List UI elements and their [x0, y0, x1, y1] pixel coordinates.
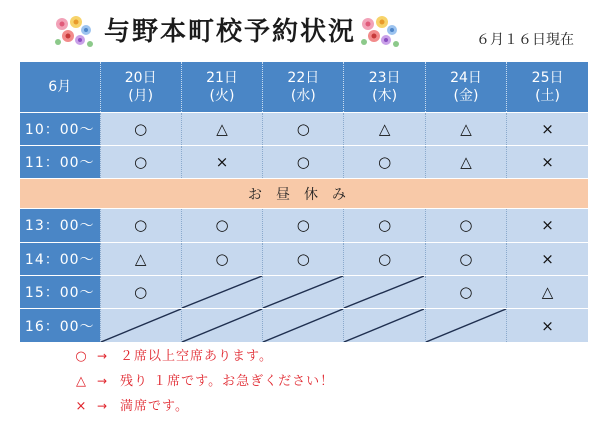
unavailable-cell: [100, 309, 181, 342]
legend-symbol: ○: [75, 349, 87, 364]
day-header: [507, 62, 588, 112]
legend-item: [74, 369, 394, 394]
availability-cell: ○: [344, 209, 425, 242]
reservation-table: [20, 62, 588, 342]
arrow-right-icon: →: [96, 399, 108, 413]
legend-item: [74, 344, 394, 369]
availability-cell: ○: [425, 209, 506, 242]
flower-bouquet-icon: [358, 14, 400, 50]
availability-cell: ○: [344, 145, 425, 178]
legend-text: ２席以上空席あります。: [120, 349, 273, 364]
time-slot-label: 13：00～: [20, 209, 100, 242]
availability-cell: ○: [263, 112, 344, 145]
page-title: 与野本町校予約状況: [104, 17, 357, 47]
availability-cell: ○: [344, 242, 425, 275]
table-row: [20, 309, 588, 342]
availability-cell: △: [344, 112, 425, 145]
day-date: 20日: [124, 69, 157, 86]
availability-cell: ○: [263, 209, 344, 242]
availability-cell: △: [181, 112, 262, 145]
table-row: [20, 275, 588, 308]
availability-cell: △: [507, 275, 588, 308]
time-slot-label: 10：00～: [20, 112, 100, 145]
table-row: [20, 112, 588, 145]
availability-cell: ×: [181, 145, 262, 178]
header-row: [20, 62, 588, 112]
time-slot-label: 14：00～: [20, 242, 100, 275]
availability-cell: ○: [181, 242, 262, 275]
availability-cell: ○: [100, 275, 181, 308]
availability-cell: ×: [507, 242, 588, 275]
unavailable-cell: [425, 309, 506, 342]
legend-text: 残り １席です。お急ぎください！: [120, 374, 335, 389]
table-row: [20, 209, 588, 242]
availability-cell: ○: [100, 209, 181, 242]
day-header: [344, 62, 425, 112]
table-row: [20, 145, 588, 178]
day-weekday: (木): [372, 87, 398, 104]
day-date: 21日: [206, 69, 238, 86]
day-date: 24日: [450, 69, 482, 86]
unavailable-cell: [263, 309, 344, 342]
day-weekday: (火): [209, 87, 235, 104]
availability-cell: ○: [181, 209, 262, 242]
availability-cell: ○: [100, 112, 181, 145]
availability-cell: ○: [425, 242, 506, 275]
unavailable-cell: [181, 275, 262, 308]
availability-cell: ×: [507, 145, 588, 178]
availability-cell: △: [425, 145, 506, 178]
day-date: 22日: [287, 69, 320, 86]
as-of-date: ６月１６日現在: [476, 32, 574, 48]
availability-cell: △: [425, 112, 506, 145]
time-slot-label: 16：00～: [20, 309, 100, 342]
legend: [74, 344, 394, 419]
legend-symbol: △: [76, 374, 86, 389]
legend-text: 満席です。: [120, 399, 189, 414]
unavailable-cell: [181, 309, 262, 342]
unavailable-cell: [344, 309, 425, 342]
flower-bouquet-icon: [52, 14, 94, 50]
day-header: [100, 62, 181, 112]
day-weekday: (水): [290, 87, 316, 104]
day-weekday: (月): [128, 87, 154, 104]
availability-cell: ○: [263, 242, 344, 275]
availability-cell: ×: [507, 112, 588, 145]
day-date: 23日: [368, 69, 401, 86]
day-date: 25日: [531, 69, 564, 86]
unavailable-cell: [344, 275, 425, 308]
day-header: [263, 62, 344, 112]
availability-cell: ×: [507, 309, 588, 342]
lunch-break-row: [20, 179, 588, 209]
table-row: [20, 242, 588, 275]
header: [0, 0, 614, 60]
day-header: [181, 62, 262, 112]
arrow-right-icon: →: [96, 349, 108, 363]
day-weekday: (土): [535, 87, 561, 104]
day-weekday: (金): [453, 87, 479, 104]
unavailable-cell: [263, 275, 344, 308]
availability-cell: △: [100, 242, 181, 275]
arrow-right-icon: →: [96, 374, 108, 388]
availability-cell: ○: [425, 275, 506, 308]
month-header: 6月: [20, 62, 100, 112]
lunch-break-label: お昼休み: [20, 179, 588, 209]
time-slot-label: 15：00～: [20, 275, 100, 308]
availability-cell: ×: [507, 209, 588, 242]
time-slot-label: 11：00～: [20, 145, 100, 178]
legend-symbol: ×: [75, 399, 87, 414]
day-header: [425, 62, 506, 112]
legend-item: [74, 394, 394, 419]
availability-cell: ○: [263, 145, 344, 178]
availability-cell: ○: [100, 145, 181, 178]
